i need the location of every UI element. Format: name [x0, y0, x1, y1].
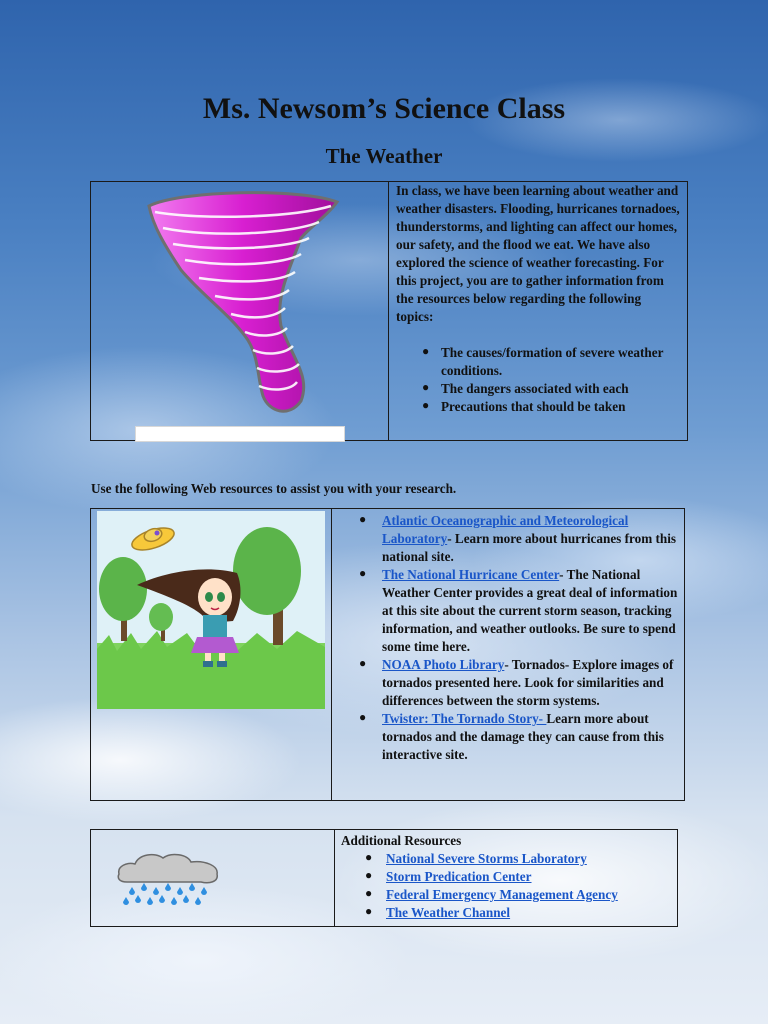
additional-text-cell [341, 832, 671, 922]
intro-table-divider [388, 182, 389, 440]
bullet-icon: ● [422, 398, 430, 412]
list-item [341, 850, 671, 868]
topic-text: The dangers associated with each [441, 381, 629, 396]
intro-text-cell [396, 182, 681, 416]
list-item [339, 512, 679, 566]
list-item [341, 868, 671, 886]
list-item [339, 566, 679, 656]
windy-girl-illustration [97, 511, 325, 709]
topic-text: The causes/formation of severe weather conditions. [441, 345, 664, 378]
resources-text-cell [339, 512, 679, 764]
additional-link[interactable]: Storm Predication Center [386, 869, 532, 884]
image-caption-strip [135, 426, 345, 442]
additional-link[interactable]: Federal Emergency Management Agency [386, 887, 618, 902]
resource-description: - The National Weather Center provides a great deal of information at this site about the current storm season, tracking information, and weather outlooks. Be sure to spend some time here. [382, 567, 678, 654]
bullet-icon: ● [422, 380, 430, 394]
resource-list [339, 512, 679, 764]
list-item [396, 380, 681, 398]
page-title: Ms. Newsom’s Science Class [202, 92, 566, 125]
page-subtitle: The Weather [325, 144, 443, 168]
bullet-icon: ● [365, 886, 373, 900]
topic-list [396, 344, 681, 416]
additional-table-divider [334, 830, 335, 926]
additional-link[interactable]: National Severe Storms Laboratory [386, 851, 587, 866]
list-item [396, 398, 681, 416]
resource-link[interactable]: NOAA Photo Library [382, 657, 505, 672]
bullet-icon: ● [365, 904, 373, 918]
additional-link[interactable]: The Weather Channel [386, 905, 511, 920]
resource-link[interactable]: Twister: The Tornado Story- [382, 711, 547, 726]
bullet-icon: ● [365, 868, 373, 882]
topic-text: Precautions that should be taken [441, 399, 626, 414]
list-item [396, 344, 681, 380]
additional-list [341, 850, 671, 922]
resources-heading: Use the following Web resources to assist you with your research. [91, 481, 457, 496]
intro-table [90, 181, 688, 441]
additional-table [90, 829, 678, 927]
list-item [339, 710, 679, 764]
bullet-icon: ● [365, 850, 373, 864]
bullet-icon: ● [359, 656, 367, 670]
bullet-icon: ● [359, 710, 367, 724]
resource-description: Learn more about tornados and the damage they can cause from this interactive site. [382, 711, 664, 762]
resource-description: - Tornados- Explore images of tornados presented here. Look for similarities and differences between the storm systems. [382, 657, 674, 708]
resource-link[interactable]: The National Hurricane Center [382, 567, 560, 582]
resources-table-divider [331, 509, 332, 800]
list-item [341, 886, 671, 904]
bullet-icon: ● [359, 512, 367, 526]
bullet-icon: ● [422, 344, 430, 358]
additional-heading: Additional Resources [341, 833, 462, 848]
resource-link[interactable]: Atlantic Oceanographic and Meteorological Laboratory [382, 513, 629, 546]
intro-paragraph: In class, we have been learning about weather and weather disasters. Flooding, hurricanes tornadoes, thunderstorms, and lighting can affect our homes, our safety, and the flood we eat. We have also explored the science of weather forecasting. For this project, you are to gather information from the resources below regarding the following topics: [396, 183, 680, 324]
list-item [339, 656, 679, 710]
list-item [341, 904, 671, 922]
tornado-illustration [141, 186, 341, 421]
resources-table [90, 508, 685, 801]
resource-description: - Learn more about hurricanes from this national site. [382, 531, 677, 564]
rain-cloud-icon [115, 850, 221, 906]
bullet-icon: ● [359, 566, 367, 580]
